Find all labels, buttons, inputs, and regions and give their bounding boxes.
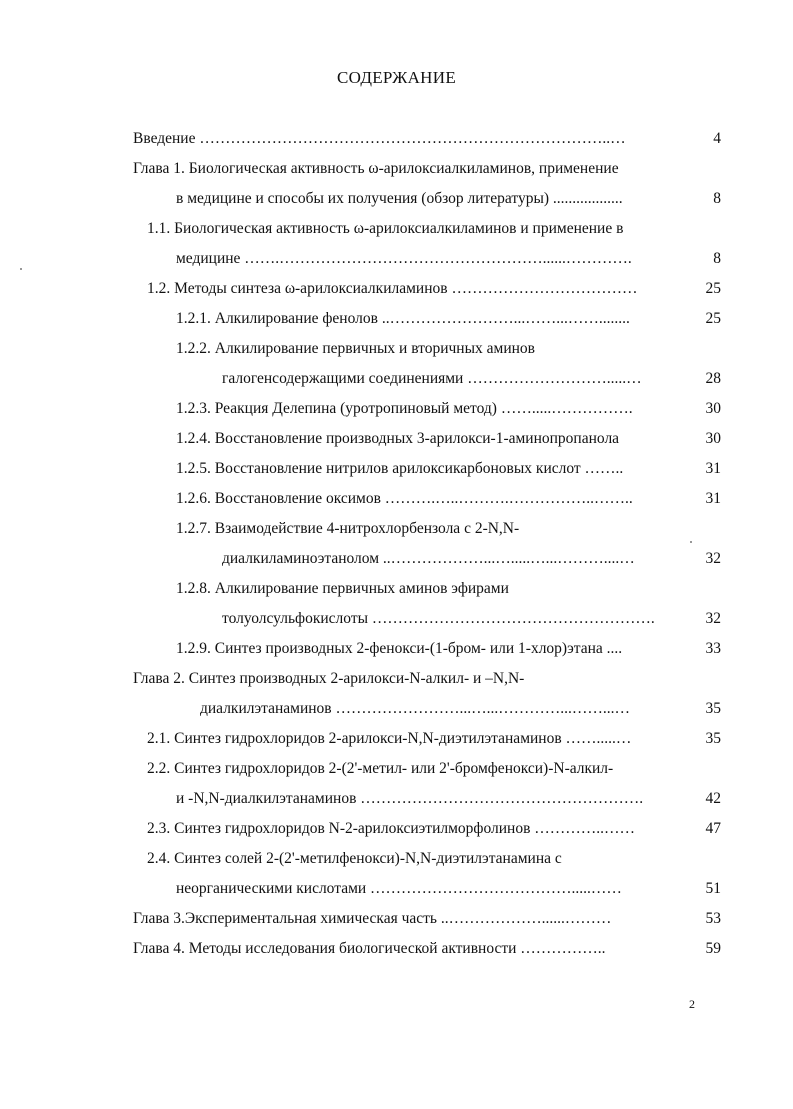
toc-entry-text: толуолсульфокислоты ……………………………………………….: [222, 610, 655, 627]
toc-entry-text: 2.3. Синтез гидрохлоридов N-2-арилоксиэтилморфолинов …………..……: [147, 820, 636, 837]
toc-entry-text: 2.2. Синтез гидрохлоридов 2-(2'-метил- или 2'-бромфенокси)-N-алкил-: [147, 760, 614, 777]
toc-entry-text: в медицине и способы их получения (обзор литературы) ..................: [176, 190, 623, 207]
toc-entry-page: 4: [713, 130, 721, 147]
toc-entry-text: диалкилэтанаминов ……………………...…...…………...……...…: [200, 700, 631, 717]
toc-entry-text: 1.2.4. Восстановление производных 3-арилокси-1-аминопропанола: [176, 430, 620, 447]
toc-entry-page: 33: [705, 640, 721, 657]
toc-entry-page: 32: [705, 610, 721, 627]
toc-entry-page: 25: [705, 280, 721, 297]
scan-speck: [690, 541, 692, 543]
toc-entry-page: 47: [705, 820, 721, 837]
toc-entry-page: 53: [705, 910, 721, 927]
toc-entry-text: неорганическими кислотами ………………………………….....……: [176, 880, 622, 897]
toc-entry-text: Глава 3.Экспериментальная химическая часть ..………………......………: [133, 910, 612, 927]
toc-entry-text: 1.1. Биологическая активность ω-арилоксиалкиламинов и применение в: [147, 220, 624, 237]
toc-entry-page: 32: [705, 550, 721, 567]
toc-entry-text: Глава 2. Синтез производных 2-арилокси-N-алкил- и –N,N-: [133, 670, 525, 687]
toc-entry-page: 35: [705, 700, 721, 717]
toc-entry-text: 1.2.1. Алкилирование фенолов ..……………………...……...……........: [176, 310, 630, 327]
toc-entry-page: 35: [705, 730, 721, 747]
toc-entry-text: 1.2.6. Восстановление оксимов ……….…..……….……………..……..: [176, 490, 633, 507]
toc-entry-text: Введение ……………………………………………………………………..…: [133, 130, 626, 147]
toc-entry-text: 1.2.8. Алкилирование первичных аминов эфирами: [176, 580, 509, 597]
toc-entry-page: 31: [705, 490, 721, 507]
toc-entry-page: 51: [705, 880, 721, 897]
toc-entry-page: 42: [705, 790, 721, 807]
toc-entry-page: 25: [705, 310, 721, 327]
toc-entry-page: 30: [705, 400, 721, 417]
toc-entry-page: 8: [713, 250, 721, 267]
page-number: 2: [689, 997, 695, 1011]
toc-entry-text: 1.2.7. Взаимодействие 4-нитрохлорбензола с 2-N,N-: [176, 520, 520, 537]
toc-entry-text: галогенсодержащими соединениями ……………………….....…: [222, 370, 642, 387]
toc-entry-text: Глава 4. Методы исследования биологической активности ……………..: [133, 940, 606, 957]
toc-entry-page: 30: [705, 430, 721, 447]
toc-entry-text: 1.2.9. Синтез производных 2-фенокси-(1-бром- или 1-хлор)этана ....: [176, 640, 623, 657]
toc-entry-text: 2.4. Синтез солей 2-(2'-метилфенокси)-N,N-диэтилэтанамина с: [147, 850, 562, 867]
toc-entry-page: 59: [705, 940, 721, 957]
toc-entry-text: 1.2.3. Реакция Делепина (уротропиновый метод) …….....…………….: [176, 400, 633, 417]
toc-entry-text: диалкиламиноэтанолом ..………………...….....…...………....…: [222, 550, 635, 567]
toc-entry-page: 28: [705, 370, 721, 387]
toc-entry-text: и -N,N-диалкилэтанаминов ……………………………………………….: [176, 790, 644, 807]
toc-entry-text: 2.1. Синтез гидрохлоридов 2-арилокси-N,N-диэтилэтанаминов …….....…: [147, 730, 632, 747]
toc-entry-page: 8: [713, 190, 721, 207]
toc-entry-text: медицине …….……………………………………………......………….: [176, 250, 632, 267]
toc-entry-text: Глава 1. Биологическая активность ω-арилоксиалкиламинов, применение: [133, 160, 619, 177]
toc-entry-page: 31: [705, 460, 721, 477]
toc-entry-text: 1.2. Методы синтеза ω-арилоксиалкиламинов ………………………………: [147, 280, 638, 297]
toc-title: СОДЕРЖАНИЕ: [336, 68, 457, 87]
toc-entry-text: 1.2.5. Восстановление нитрилов арилоксикарбоновых кислот ……..: [176, 460, 624, 477]
scan-speck: [20, 268, 22, 270]
toc-entry-text: 1.2.2. Алкилирование первичных и вторичных аминов: [176, 340, 535, 357]
